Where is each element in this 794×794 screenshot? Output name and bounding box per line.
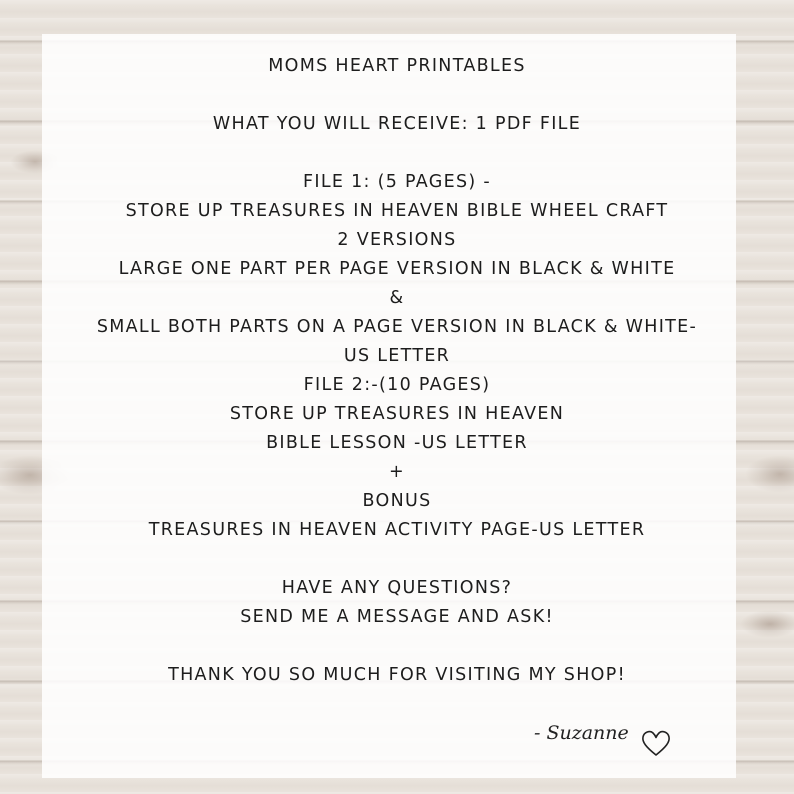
file1-version-b: SMALL BOTH PARTS ON A PAGE VERSION IN BLACK & WHITE- [96, 317, 698, 337]
signature: - Suzanne [534, 722, 629, 744]
heart-outline-icon [640, 728, 672, 758]
file1-header: FILE 1: (5 PAGES) - [303, 172, 491, 192]
file1-title: STORE UP TREASURES IN HEAVEN BIBLE WHEEL CRAFT [125, 201, 669, 221]
thanks-line: THANK YOU SO MUCH FOR VISITING MY SHOP! [168, 665, 626, 685]
bonus-label: BONUS [362, 491, 432, 511]
file2-header: FILE 2:-(10 PAGES) [303, 375, 491, 395]
receive-line: WHAT YOU WILL RECEIVE: 1 PDF FILE [212, 114, 582, 134]
file1-paper: US LETTER [343, 346, 451, 366]
spacer [42, 81, 752, 110]
questions-line: HAVE ANY QUESTIONS? [281, 578, 513, 598]
spacer [42, 632, 752, 661]
ampersand-line: & [389, 288, 405, 308]
spacer [42, 139, 752, 168]
file2-lesson: BIBLE LESSON -US LETTER [266, 433, 528, 453]
wood-knot [745, 455, 794, 493]
spacer [42, 545, 752, 574]
plus-line: + [389, 462, 405, 482]
file2-title: STORE UP TREASURES IN HEAVEN [229, 404, 565, 424]
file1-versions: 2 VERSIONS [337, 230, 457, 250]
bonus-item: TREASURES IN HEAVEN ACTIVITY PAGE-US LETTER [148, 520, 646, 540]
listing-description [42, 52, 752, 690]
message-line: SEND ME A MESSAGE AND ASK! [240, 607, 554, 627]
shop-title: MOMS HEART PRINTABLES [268, 56, 526, 76]
file1-version-a: LARGE ONE PART PER PAGE VERSION IN BLACK & WHITE [118, 259, 676, 279]
